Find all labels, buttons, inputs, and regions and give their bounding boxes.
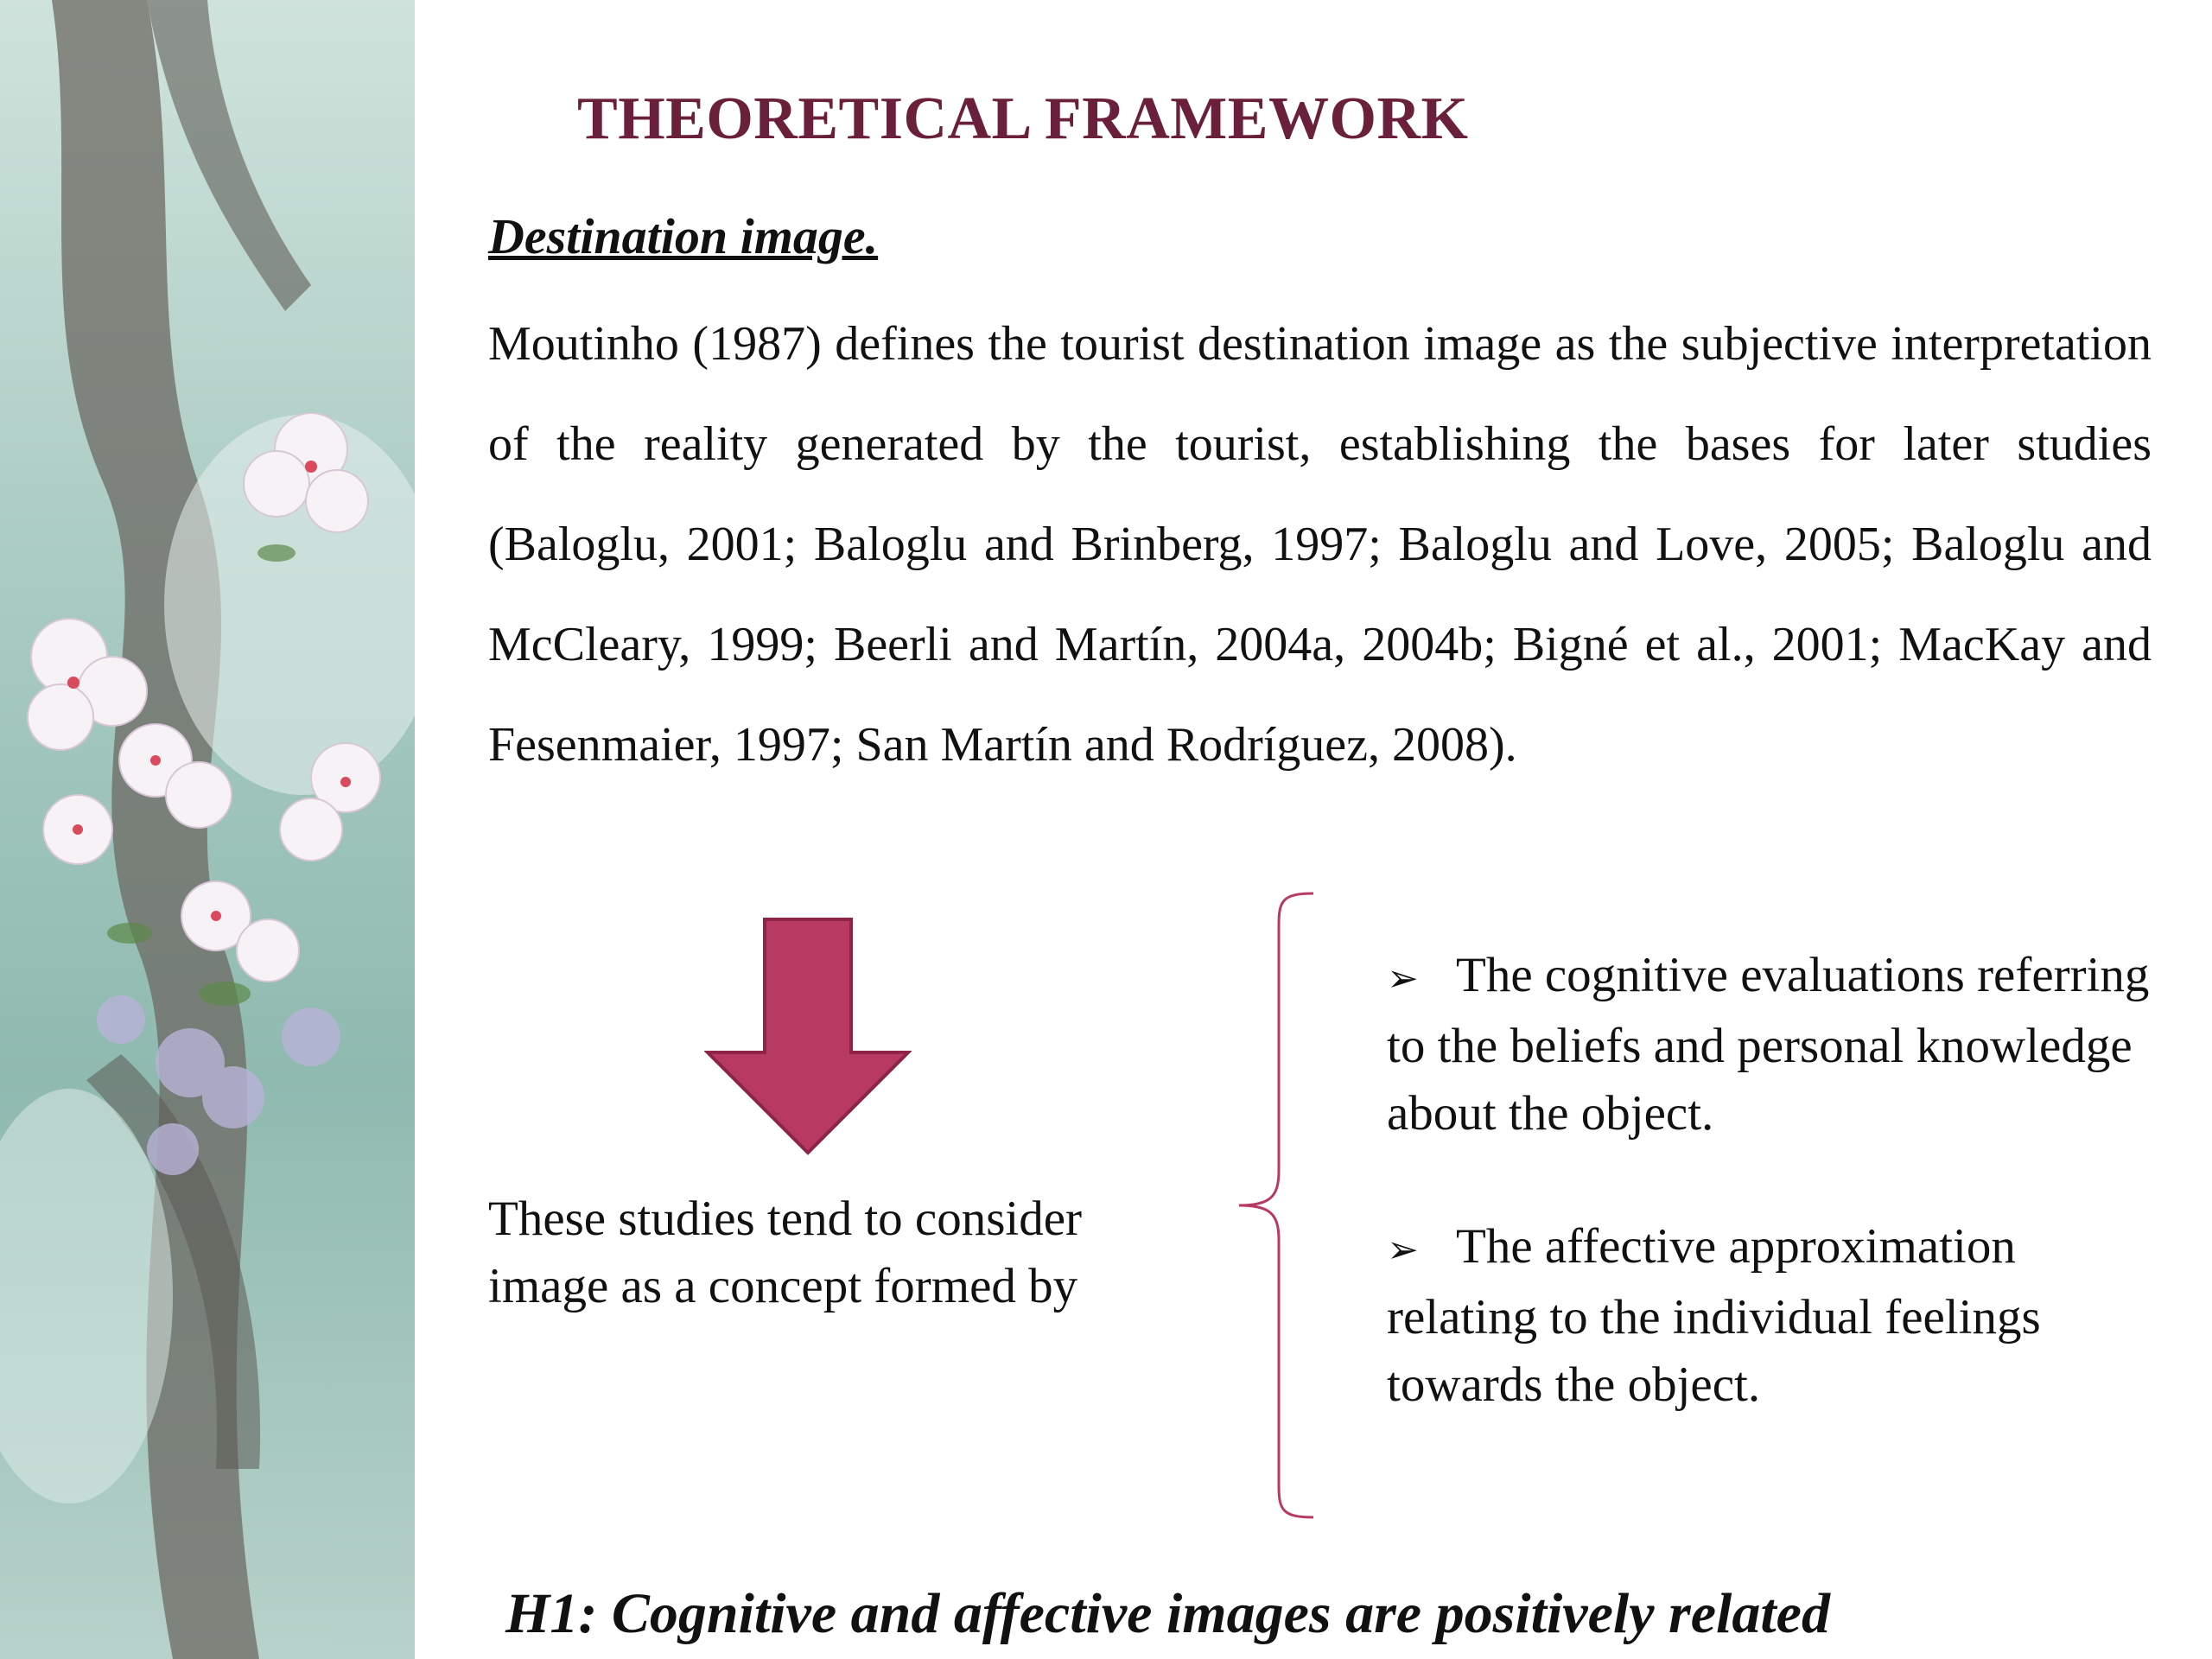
slide-title: THEORETICAL FRAMEWORK xyxy=(577,86,1469,152)
bullet-text: The cognitive evaluations referring to the beliefs and personal knowledge about the object. xyxy=(1387,948,2150,1141)
curly-brace xyxy=(1236,890,1322,1525)
bullet-item xyxy=(1387,1213,2164,1419)
body-paragraph: Moutinho (1987) defines the tourist destination image as the subjective interpretation of the reality generated by the tourist, establishing the bases for later studies (Baloglu, 2001; Baloglu and Brinberg, 1997; Baloglu and Love, 2005; Baloglu and McCleary, 1999; Beerli and Martín, 2004a, 2004b; Bigné et al., 2001; MacKay and Fesenmaier, 1997; San Martín and Rodríguez, 2008). xyxy=(488,317,2152,772)
lead-text: These studies tend to consider image as a concept formed by xyxy=(488,1192,1083,1313)
bullet-list xyxy=(1387,942,2164,1419)
down-arrow-icon xyxy=(704,916,912,1162)
bullet-item xyxy=(1387,942,2164,1147)
side-watercolor-image xyxy=(0,0,415,1659)
bullet-text: The affective approximation relating to the individual feelings towards the object. xyxy=(1387,1219,2041,1412)
section-subtitle: Destination image. xyxy=(488,208,879,264)
arrowhead-bullet-icon: ➢ xyxy=(1387,957,1419,1001)
hypothesis-statement: H1: Cognitive and affective images are positively related xyxy=(505,1582,1830,1645)
arrowhead-bullet-icon: ➢ xyxy=(1387,1228,1419,1272)
